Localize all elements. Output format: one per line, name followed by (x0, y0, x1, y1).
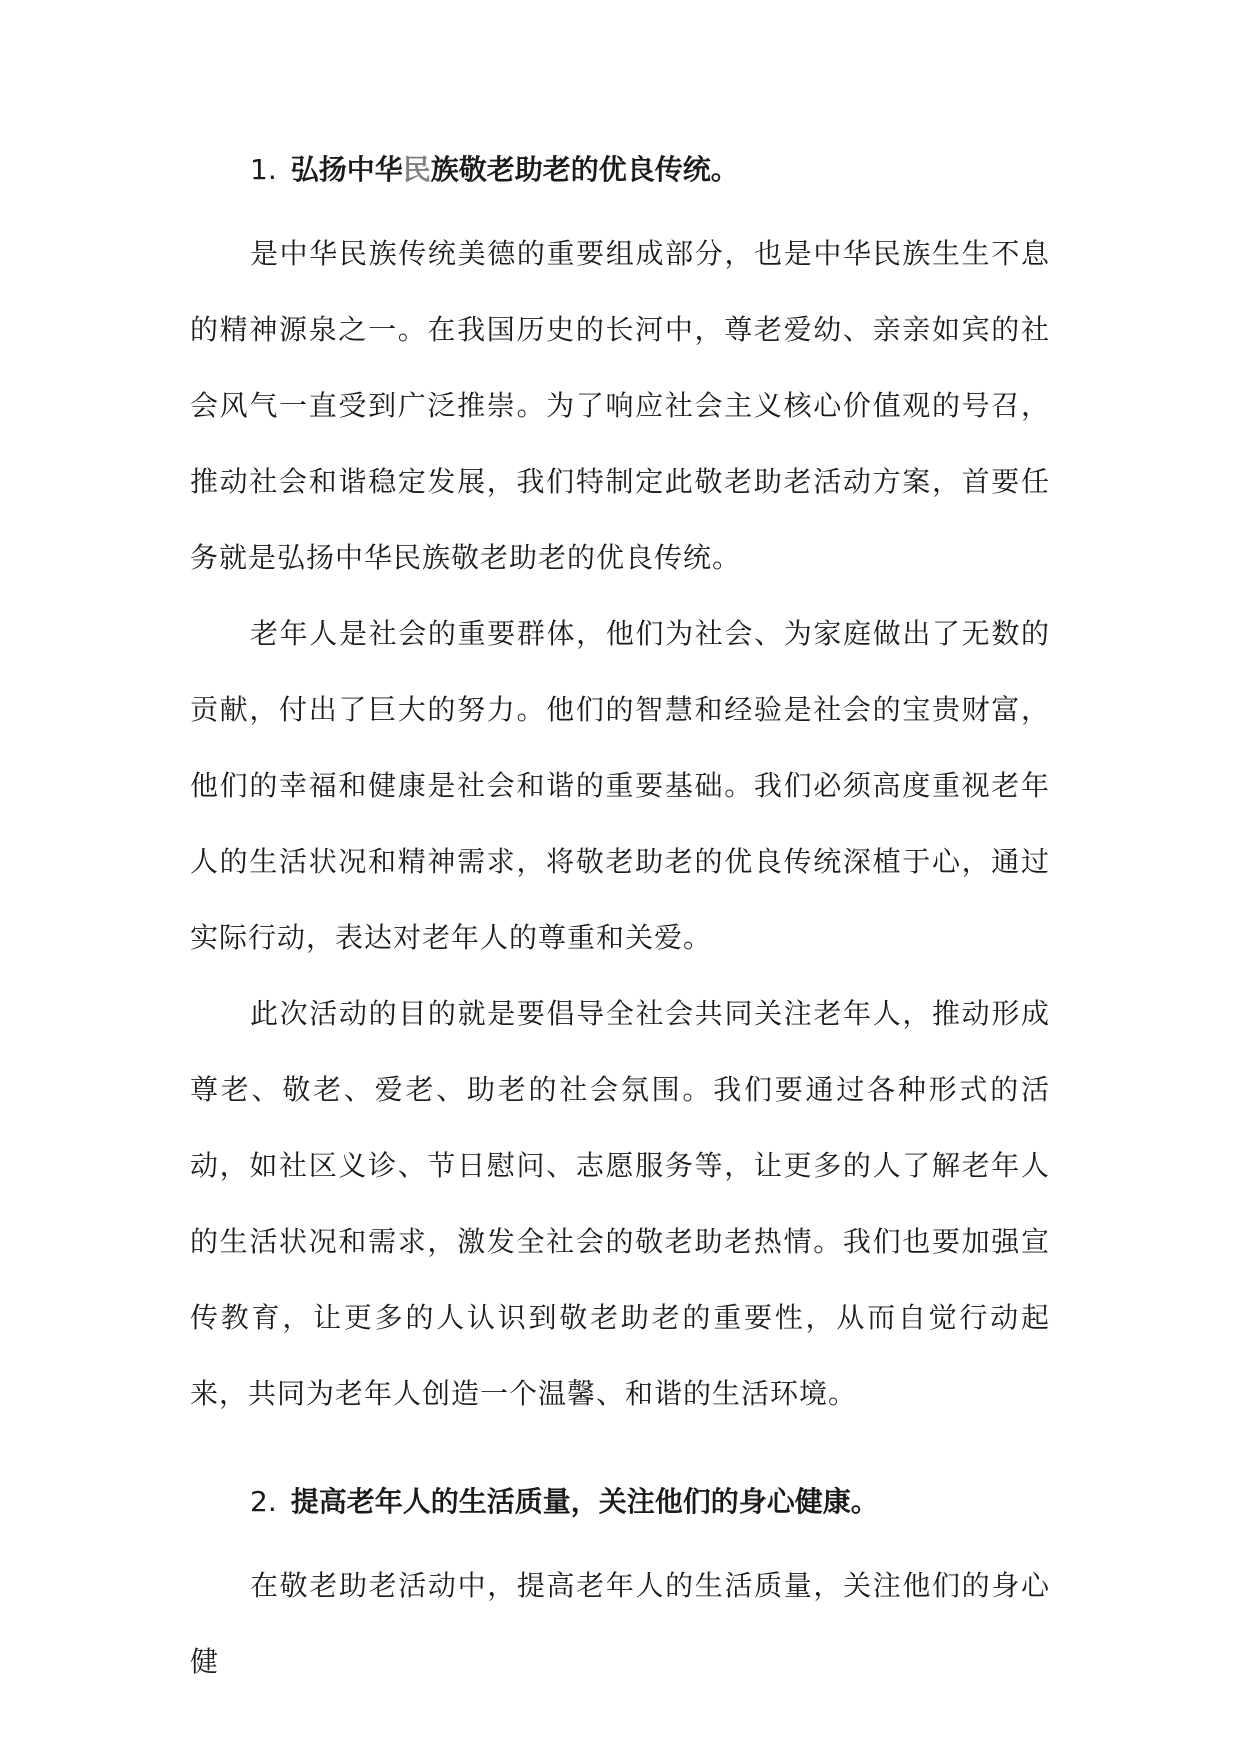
section-1-heading (250, 140, 1050, 200)
section-divider-space (190, 1432, 1050, 1472)
section-1-number: 1. (250, 153, 277, 186)
section-1-title-end: 族敬老助老的优良传统。 (430, 153, 739, 186)
section-1-paragraph-1: 是中华民族传统美德的重要组成部分，也是中华民族生生不息的精神源泉之一。在我国历史的长河中，尊老爱幼、亲亲如宾的社会风气一直受到广泛推崇。为了响应社会主义核心价值观的号召，推动社会和谐稳定发展，我们特制定此敬老助老活动方案，首要任务就是弘扬中华民族敬老助老的优良传统。 (190, 237, 1050, 574)
section-1-paragraph-2: 老年人是社会的重要群体，他们为社会、为家庭做出了无数的贡献，付出了巨大的努力。他们的智慧和经验是社会的宝贵财富，他们的幸福和健康是社会和谐的重要基础。我们必须高度重视老年人的生活状况和精神需求，将敬老助老的优良传统深植于心，通过实际行动，表达对老年人的尊重和关爱。 (190, 617, 1050, 954)
section-1-paragraph-3: 此次活动的目的就是要倡导全社会共同关注老年人，推动形成尊老、敬老、爱老、助老的社会氛围。我们要通过各种形式的活动，如社区义诊、节日慰问、志愿服务等，让更多的人了解老年人的生活状况和需求，激发全社会的敬老助老热情。我们也要加强宣传教育，让更多的人认识到敬老助老的重要性，从而自觉行动起来，共同为老年人创造一个温馨、和谐的生活环境。 (190, 997, 1050, 1410)
section-1-title-highlight: 民 (402, 153, 431, 186)
section-2-number: 2. (250, 1485, 277, 1518)
section-2-heading (250, 1472, 1050, 1532)
section-1-title-start: 弘扬中华 (290, 153, 403, 186)
document-body (190, 140, 1050, 1700)
section-2-paragraph-1: 在敬老助老活动中，提高老年人的生活质量，关注他们的身心健 (190, 1569, 1050, 1678)
section-2-title: 提高老年人的生活质量，关注他们的身心健康。 (290, 1485, 879, 1518)
